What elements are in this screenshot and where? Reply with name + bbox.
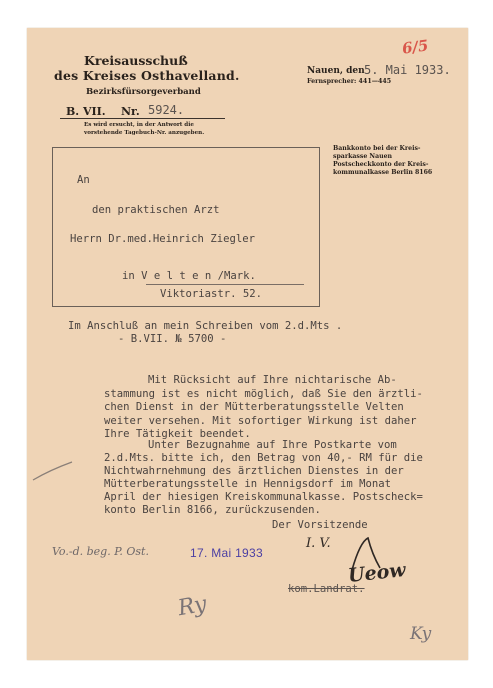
body-p1-line5: Ihre Tätigkeit beendet.: [104, 428, 251, 440]
reply-note-line2: vorstehende Tagebuch-Nr. anzugeben.: [84, 130, 205, 136]
body-p2-line5: April der hiesigen Kreiskommunalkasse. Postscheck=: [104, 491, 423, 503]
reply-note-line1: Es wird ersucht, in der Antwort die: [84, 122, 194, 128]
body-p2-line4: Mütterberatungsstelle in Hennigsdorf im Monat: [104, 478, 392, 490]
struck-role: kom.Landrat.: [288, 583, 365, 595]
body-p2-line1: Unter Bezugnahme auf Ihre Postkarte vom: [148, 439, 397, 451]
body-p1-line3: chen Dienst in der Mütterberatungsstelle Velten: [104, 401, 404, 413]
handwritten-note: Vo.-d. beg. P. Ost.: [52, 545, 149, 558]
signature-iv: I. V.: [306, 536, 331, 551]
bank-line2: sparkasse Nauen: [333, 153, 393, 160]
bank-line3: Postscheckkonto der Kreis-: [333, 161, 429, 168]
body-p2-line2: 2.d.Mts. bitte ich, den Betrag von 40,- RM für die: [104, 452, 423, 464]
signature-title: Der Vorsitzende: [272, 519, 368, 531]
letterhead-welfare-office: Bezirksfürsorgeverband: [86, 87, 201, 97]
red-pencil-mark: 6/5: [400, 36, 430, 58]
address-town: in V e l t e n /Mark.: [122, 270, 256, 282]
number-label: Nr.: [121, 105, 140, 118]
signature-flourish: [346, 534, 386, 574]
initials-bottom-right: Ky: [410, 624, 432, 644]
diary-number: 5924.: [148, 103, 185, 117]
address-recipient-name: Herrn Dr.med.Heinrich Ziegler: [70, 233, 255, 245]
bank-line1: Bankkonto bei der Kreis-: [333, 145, 421, 152]
address-street: Viktoriastr. 52.: [160, 288, 263, 300]
body-p1-line2: stammung ist es nicht möglich, daß Sie den ärztli-: [104, 388, 423, 400]
received-stamp: 17. Mai 1933: [190, 546, 263, 560]
reference-number: - B.VII. № 5700 -: [118, 333, 227, 345]
place-label: Nauen, den: [307, 66, 365, 76]
initials-bottom-left: Ry: [176, 591, 209, 622]
letter-date: 5. Mai 1933.: [364, 63, 451, 77]
signature-scrawl: Ueow: [347, 559, 407, 587]
phone-number: Fernsprecher: 441—445: [307, 78, 392, 85]
letterhead-rule: [60, 118, 225, 119]
body-p1-line4: weiter versehen. Mit sofortiger Wirkung ist daher: [104, 415, 417, 427]
body-p2-line6: konto Berlin 8166, zurückzusenden.: [104, 504, 321, 516]
body-p1-line1: Mit Rücksicht auf Ihre nichtarische Ab-: [148, 374, 397, 386]
address-window: [52, 147, 320, 307]
margin-pencil-stroke: [30, 458, 76, 484]
department-label: B. VII.: [66, 105, 106, 118]
address-an: An: [77, 174, 90, 186]
letterhead-authority: Kreisausschuß: [84, 53, 188, 68]
letterhead-district: des Kreises Osthavelland.: [54, 68, 240, 83]
body-p2-line3: Nichtwahrnehmung des ärztlichen Dienstes in der: [104, 465, 404, 477]
town-underline: [146, 284, 304, 285]
reference-line: Im Anschluß an mein Schreiben vom 2.d.Mts .: [68, 320, 343, 332]
bank-line4: kommunalkasse Berlin 8166: [333, 169, 433, 176]
address-recipient-title: den praktischen Arzt: [92, 204, 220, 216]
